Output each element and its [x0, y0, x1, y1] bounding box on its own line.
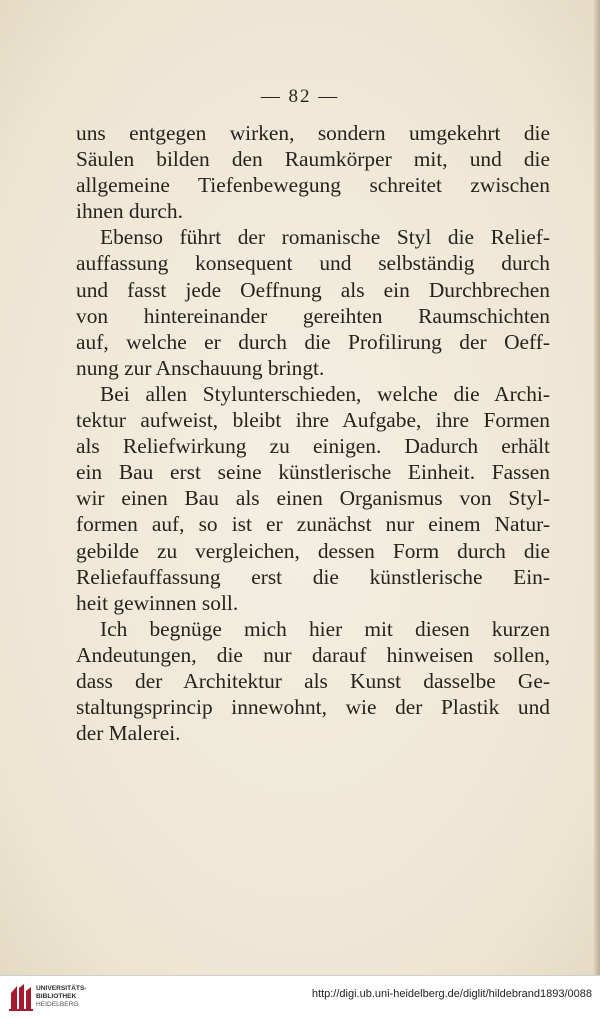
text-line: Reliefauffassung erst die künstlerische Ein-: [76, 564, 550, 589]
text-line: Ebenso führt der romanische Styl die Relief-: [100, 225, 550, 250]
page-edge: [594, 0, 600, 975]
text-line: Bei allen Stylunterschieden, welche die Archi-: [100, 381, 550, 406]
library-logo-icon: [8, 982, 34, 1012]
text-line: auffassung konsequent und selbständig durch: [76, 251, 550, 276]
text-line: ihnen durch.: [76, 199, 183, 224]
text-line: staltungsprincip innewohnt, wie der Plastik und: [76, 695, 550, 720]
library-name-line: UNIVERSITÄTS-: [36, 985, 87, 992]
text-line: wir einen Bau als einen Organismus von Styl-: [76, 486, 550, 511]
text-line: der Malerei.: [76, 721, 181, 746]
text-line: Ich begnüge mich hier mit diesen kurzen: [100, 616, 550, 641]
library-name: [36, 985, 87, 1009]
library-footer: [0, 975, 600, 1018]
text-line: dass der Architektur als Kunst dasselbe Ge-: [76, 668, 550, 693]
text-line: Andeutungen, die nur darauf hinweisen sollen,: [76, 642, 550, 667]
text-line: als Reliefwirkung zu einigen. Dadurch erhält: [76, 434, 550, 459]
text-line: heit gewinnen soll.: [76, 590, 239, 615]
page-number: — 82 —: [260, 86, 340, 107]
text-line: gebilde zu vergleichen, dessen Form durch die: [76, 538, 550, 563]
text-line: nung zur Anschauung bringt.: [76, 355, 325, 380]
text-line: formen auf, so ist er zunächst nur einem Natur-: [76, 512, 550, 537]
library-name-line: BIBLIOTHEK: [36, 993, 77, 1000]
text-line: uns entgegen wirken, sondern umgekehrt die: [76, 121, 550, 145]
text-line: Säulen bilden den Raumkörper mit, und die: [76, 147, 550, 172]
source-url-link[interactable]: http://digi.ub.uni-heidelberg.de/diglit/hildebrand1893/0088: [311, 988, 592, 1000]
text-line: von hintereinander gereihten Raumschichten: [76, 303, 550, 328]
text-line: allgemeine Tiefenbewegung schreitet zwischen: [76, 173, 550, 198]
text-line: ein Bau erst seine künstlerische Einheit. Fassen: [76, 460, 550, 485]
library-name-line: HEIDELBERG: [36, 1001, 79, 1008]
text-line: tektur aufweist, bleibt ihre Aufgabe, ihre Formen: [76, 408, 550, 433]
text-line: auf, welche er durch die Profilirung der Oeff-: [76, 329, 550, 354]
body-text: [76, 120, 550, 746]
text-line: und fasst jede Oeffnung als ein Durchbrechen: [76, 277, 550, 302]
